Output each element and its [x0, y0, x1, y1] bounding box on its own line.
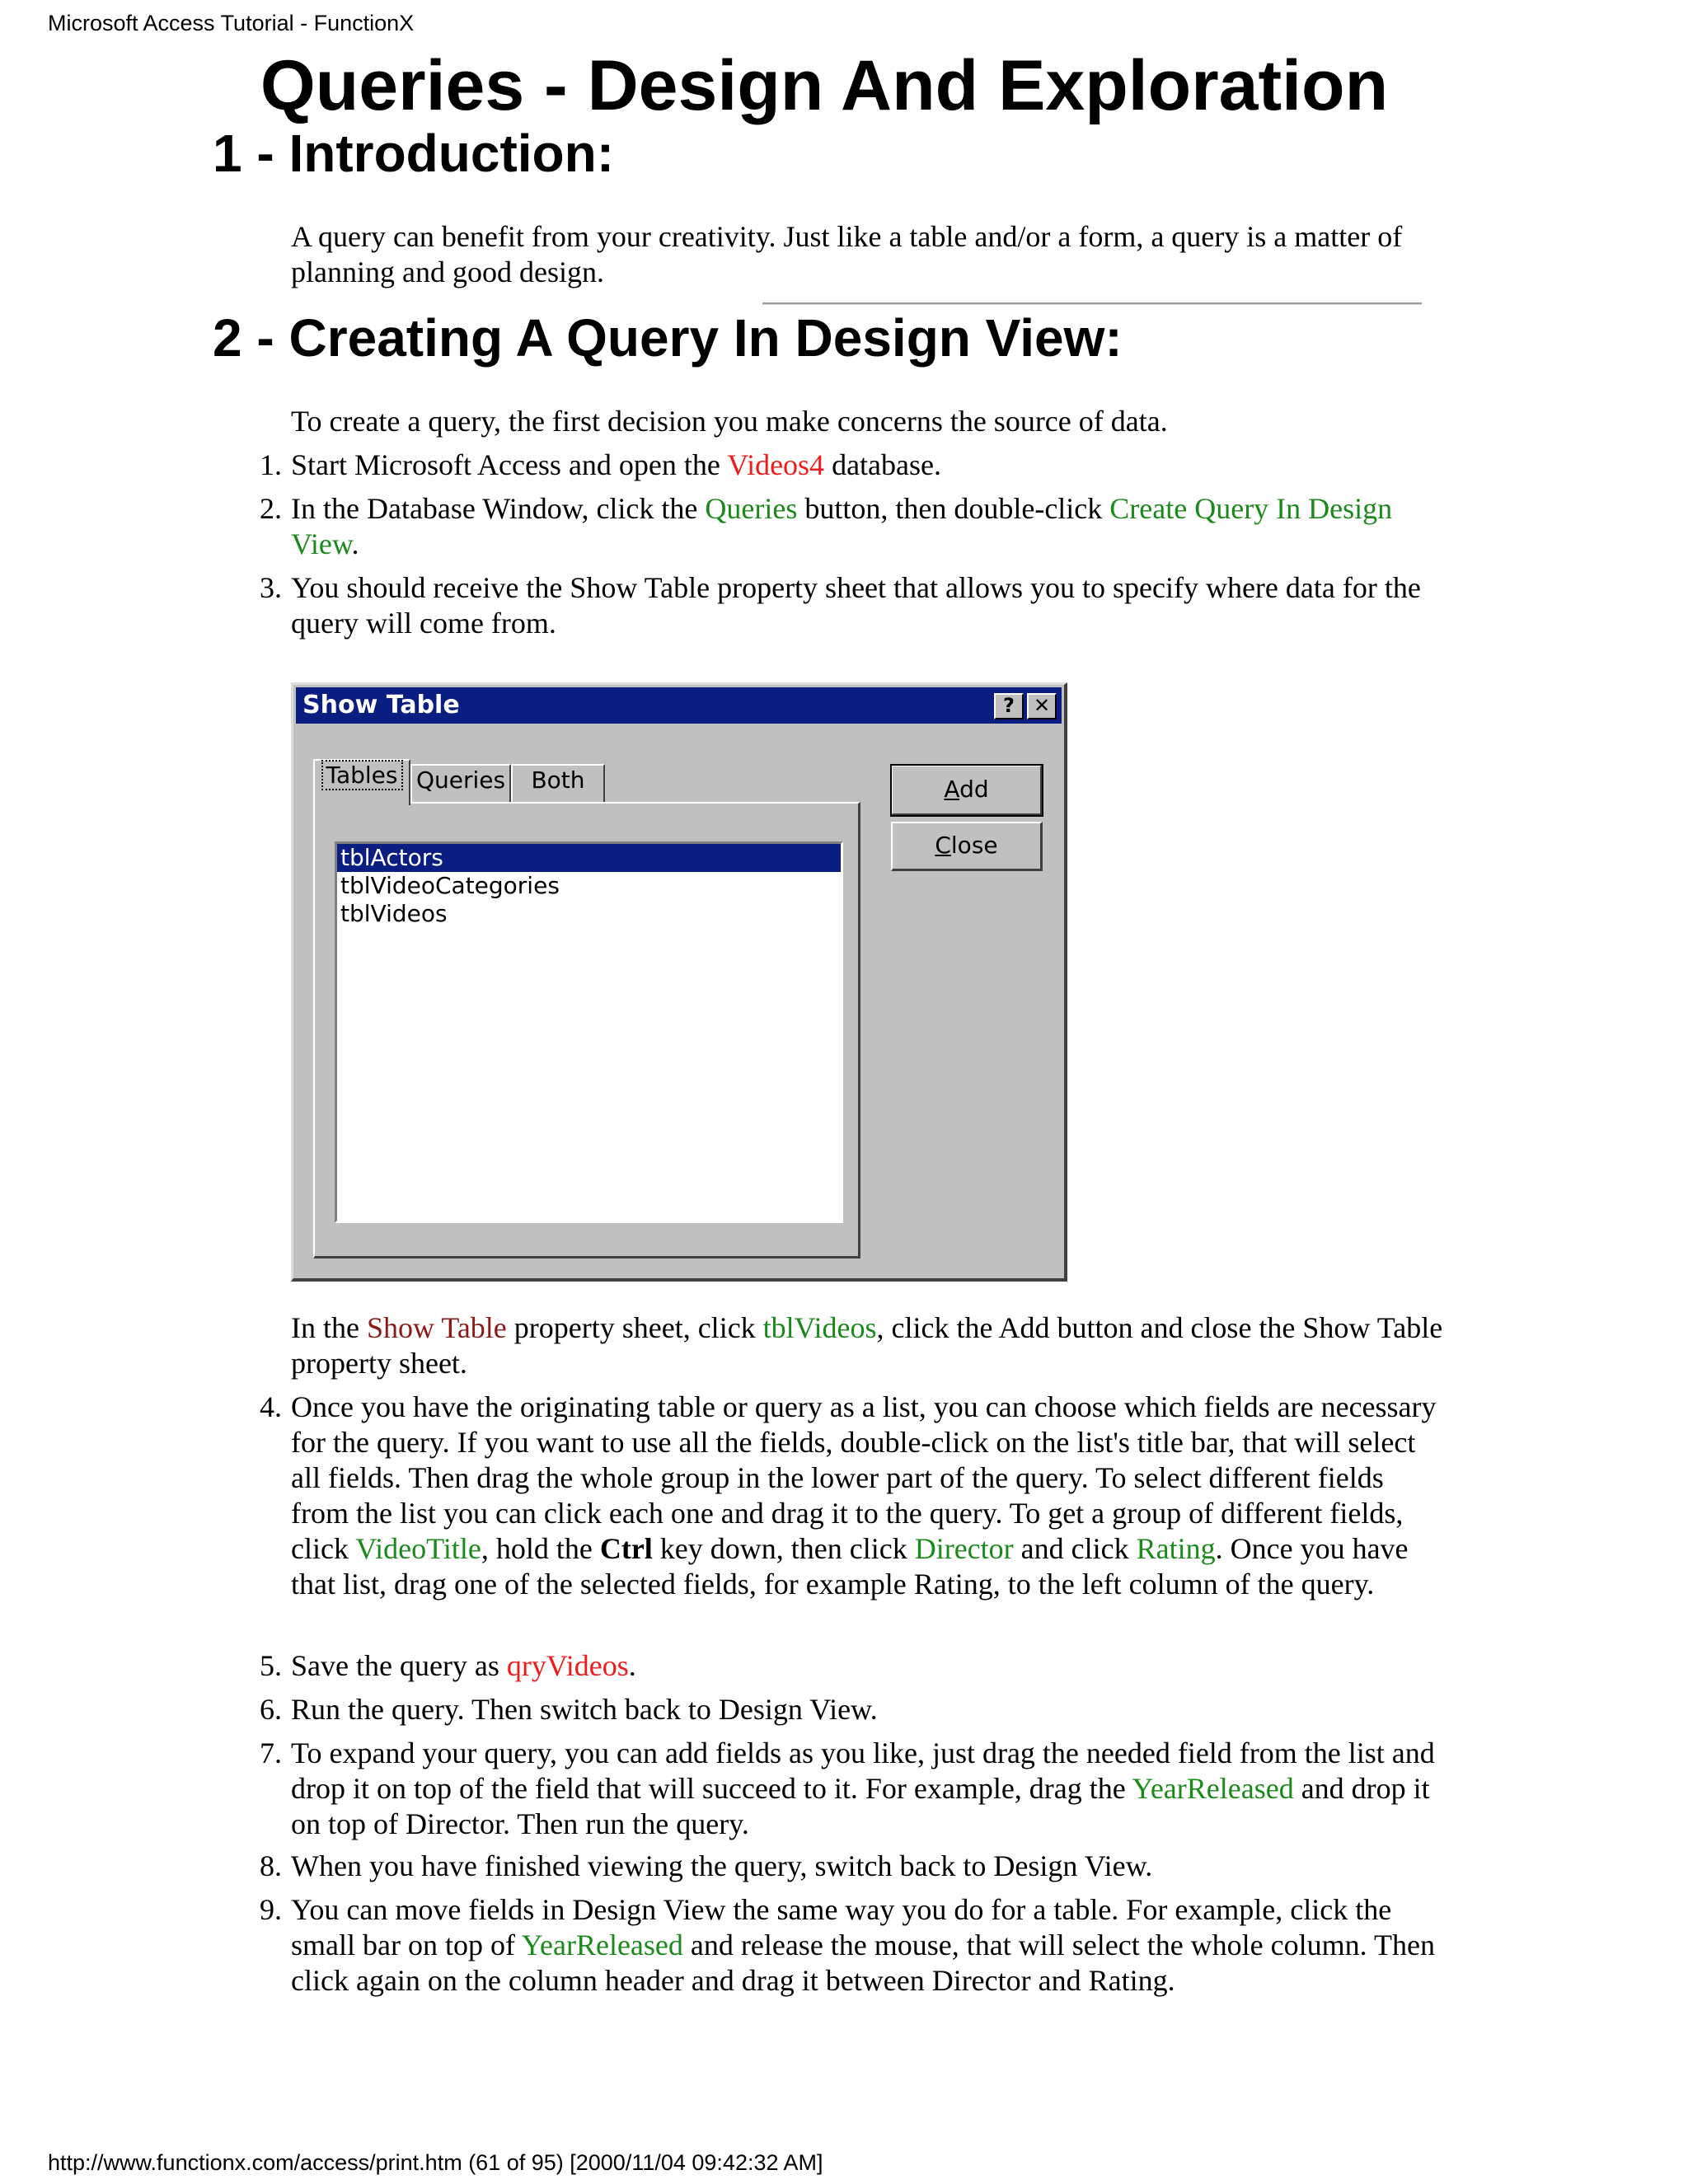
step-text: database. [824, 448, 941, 481]
list-number: 6. [260, 1693, 282, 1726]
list-item [239, 1390, 1438, 1602]
page-header: Microsoft Access Tutorial - FunctionX [48, 11, 415, 35]
page-footer: http://www.functionx.com/access/print.htm (61 of 95) [2000/11/04 09:42:32 AM] [48, 2150, 823, 2175]
page-title: Queries - Design And Exploration [260, 46, 1389, 125]
step-text: Run the query. Then switch back to Design View. [291, 1693, 878, 1726]
step-text: Save the query as [291, 1649, 507, 1682]
para-text: In the [291, 1311, 367, 1344]
yearreleased-ref: YearReleased [521, 1929, 683, 1961]
step-text: and drop it on top of Director. Then run the query. [291, 1772, 1430, 1840]
list-item [239, 1692, 1438, 1727]
step-text: and release the mouse, that will select the whole column. Then click again on the column header and drag it between Director and Rating. [291, 1929, 1435, 1997]
add-button[interactable] [891, 765, 1043, 816]
list-item-tblvideocategories[interactable]: tblVideoCategories [340, 872, 560, 899]
step-text: key down, then click [652, 1532, 915, 1565]
list-number: 2. [260, 492, 282, 525]
create-query-ref: Create Query In Design View [291, 492, 1393, 560]
list-item [239, 448, 1438, 483]
step-text: Start Microsoft Access and open the [291, 448, 728, 481]
yearreleased-ref: YearReleased [1132, 1772, 1294, 1805]
tab-label: Tables [321, 760, 403, 790]
database-name: Videos4 [727, 448, 825, 481]
step-text: In the Database Window, click the [291, 492, 706, 525]
show-table-ref: Show Table [366, 1311, 507, 1344]
list-number: 9. [260, 1893, 282, 1926]
tab-tables[interactable] [313, 759, 410, 805]
close-button[interactable] [891, 822, 1043, 871]
step-text: . Once you have that list, drag one of the selected fields, for example Rating, to the left column of the query. [291, 1532, 1409, 1601]
step-text: and click [1013, 1532, 1137, 1565]
rating-ref: Rating [1136, 1532, 1216, 1565]
section-heading-creating-query: 2 - Creating A Query In Design View: [213, 308, 1123, 368]
list-item [239, 1892, 1438, 1999]
intro-paragraph: A query can benefit from your creativity. Just like a table and/or a form, a query is a matter of planning and good design. [291, 220, 1403, 288]
tab-queries[interactable] [410, 764, 511, 802]
section2-intro: To create a query, the first decision you make concerns the source of data. [291, 405, 1168, 438]
ctrl-key: Ctrl [599, 1532, 653, 1565]
tab-both[interactable] [511, 764, 605, 802]
list-number: 1. [260, 448, 282, 481]
list-item [239, 1736, 1438, 1842]
list-number: 8. [260, 1849, 282, 1882]
dialog-titlebar [296, 687, 1062, 724]
query-name: qryVideos [506, 1649, 629, 1682]
show-table-dialog [291, 682, 1067, 1282]
list-item-tblactors[interactable]: tblActors [337, 844, 841, 872]
list-item [239, 1849, 1438, 1884]
close-label: lose [950, 832, 998, 859]
step-text: , hold the [481, 1532, 600, 1565]
list-item [239, 491, 1438, 562]
step-text: . [351, 527, 359, 560]
list-number: 5. [260, 1649, 282, 1682]
step-text: You should receive the Show Table property sheet that allows you to specify where data for the query will come from. [291, 571, 1421, 640]
queries-button-ref: Queries [705, 492, 798, 525]
table-listbox[interactable] [335, 841, 843, 1223]
list-number: 7. [260, 1736, 282, 1769]
step-text: button, then double-click [797, 492, 1110, 525]
help-button[interactable]: ? [994, 693, 1024, 719]
list-item [239, 1648, 1438, 1684]
para-text: property sheet, click [506, 1311, 763, 1344]
para-text: , click the Add button and close the Show Table property sheet. [291, 1311, 1443, 1380]
step-text: . [628, 1649, 636, 1682]
add-mnemonic: A [944, 776, 960, 803]
list-item [239, 570, 1438, 641]
videotitle-ref: VideoTitle [355, 1532, 481, 1565]
list-item-tblvideos[interactable]: tblVideos [340, 900, 448, 927]
step-text: You can move fields in Design View the same way you do for a table. For example, click the small bar on top of [291, 1893, 1392, 1961]
tblvideos-ref: tblVideos [762, 1311, 877, 1344]
tab-label: Queries [415, 766, 506, 794]
step-text: Once you have the originating table or query as a list, you can choose which fields are necessary for the query. If you want to use all the fields, double-click on the list's title bar, that will select all fields. Then drag the whole group in the lower part of the query. To select different fields from the list you can click each one and drag it to the query. To get a group of different fields, click [291, 1390, 1437, 1565]
close-icon[interactable]: ✕ [1027, 693, 1057, 719]
step-text: To expand your query, you can add fields as you like, just drag the needed field from the list and drop it on top of the field that will succeed to it. For example, drag the [291, 1736, 1435, 1805]
list-number: 3. [260, 571, 282, 604]
close-mnemonic: C [935, 832, 951, 859]
dialog-title: Show Table [302, 691, 460, 719]
add-label: dd [959, 776, 989, 803]
director-ref: Director [914, 1532, 1014, 1565]
list-number: 4. [260, 1390, 282, 1423]
step-text: When you have finished viewing the query, switch back to Design View. [291, 1849, 1153, 1882]
section-heading-introduction: 1 - Introduction: [213, 124, 615, 183]
tab-label: Both [531, 766, 585, 794]
after-dialog-paragraph [291, 1310, 1445, 1381]
